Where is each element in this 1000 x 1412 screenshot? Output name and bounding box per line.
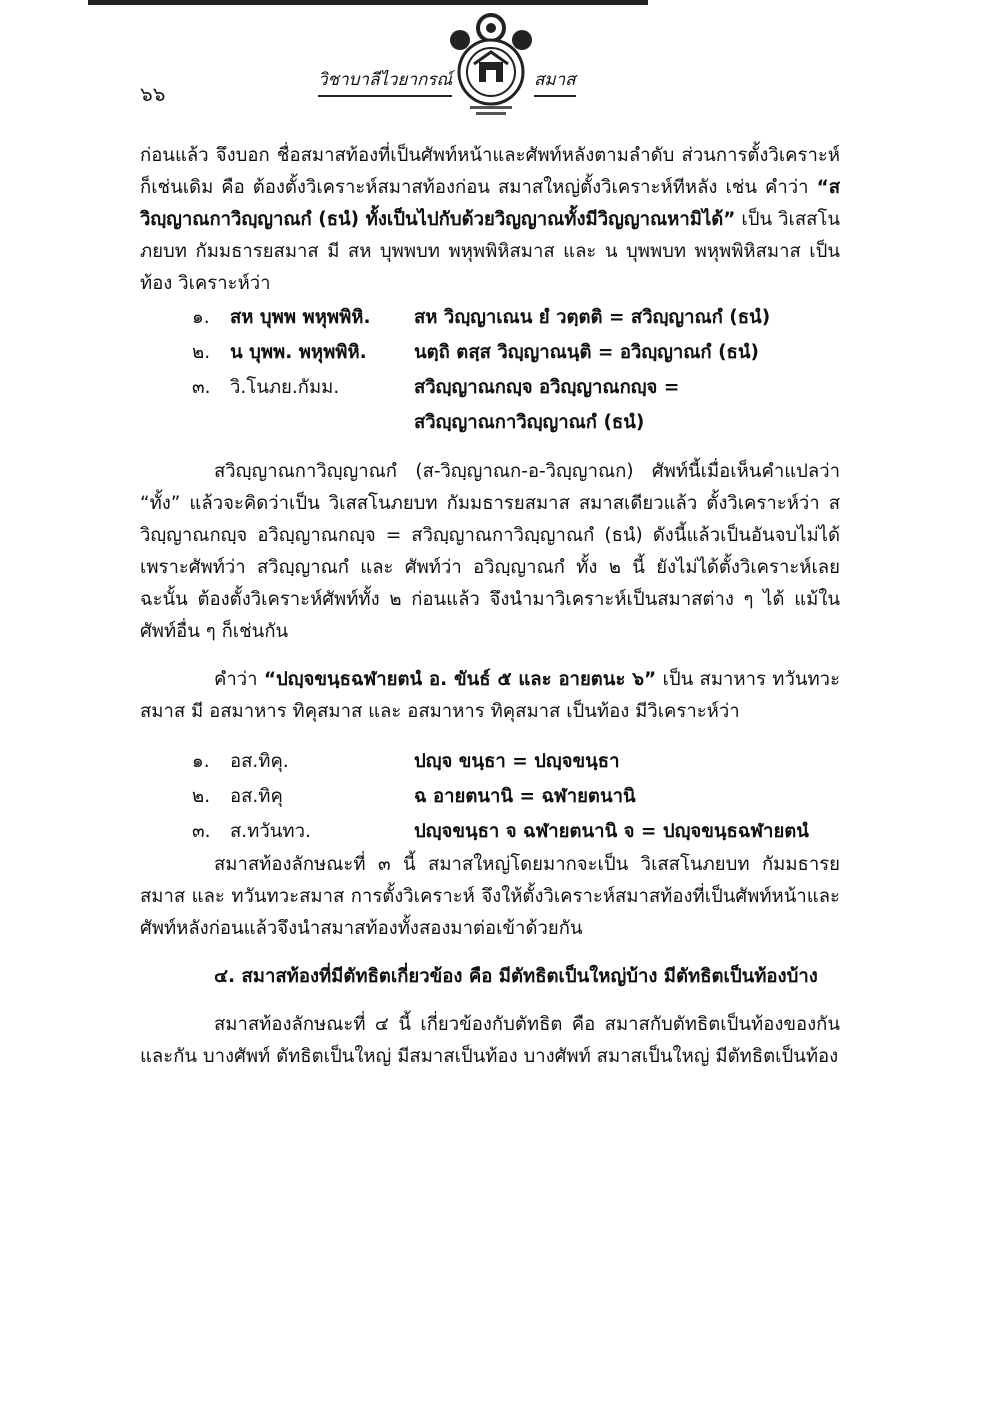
paragraph-4: สมาสท้องลักษณะที่ ๓ นี้ สมาสใหญ่โดยมากจะเป็น วิเสสโนภยบท กัมมธารยสมาส และ ทวันทวะสมาส การตั้งวิเคราะห์ จึงให้ตั้งวิเคราะห์สมาสท้องที่เป็นศัพท์หน้าและศัพท์หลังก่อนแล้วจึงนำสมาสท้องทั้งสองมาต่อเข้าด้วยกัน [140,854,840,939]
analysis-number: ๑. [192,307,210,328]
analysis-number: ๑. [192,751,210,772]
analysis-label: วิ.โนภย.กัมม. [230,377,340,398]
running-title: วิชาบาลีไวยากรณ์ [318,66,452,97]
analysis-row [140,814,840,849]
analysis-row [140,370,840,405]
paragraph-1-term: “สวิญฺญาณกาวิญฺญาณกํ (ธนํ) ทั้งเป็นไปกับด้วยวิญญาณทั้งมีวิญญาณหามิได้” [140,177,841,230]
analysis-label: น บุพพ. พหุพพิหิ. [230,342,367,363]
analysis-list-1 [140,300,840,440]
paragraph-3 [140,664,840,728]
analysis-row [140,779,840,814]
analysis-row [140,300,840,335]
analysis-row [140,335,840,370]
analysis-formula: ปญฺจขนฺธา จ ฉฬายตนานิ จ = ปญฺจขนฺธฉฬายตนํ [414,821,809,842]
paragraph-3-term: “ปญฺจขนฺธฉฬายตนํ อ. ขันธ์ ๕ และ อายตนะ ๖” [263,669,657,690]
paragraph-3-lead: คำว่า [214,669,264,690]
analysis-list-2 [140,744,840,849]
analysis-formula: นตฺถิ ตสฺส วิญฺญาณนฺติ = อวิญฺญาณกํ (ธนํ) [414,342,759,363]
paragraph-1-text: ก่อนแล้ว จึงบอก ชื่อสมาสท้องที่เป็นศัพท์หน้าและศัพท์หลังตามลำดับ ส่วนการตั้งวิเคราะห์ก็เช่นเดิม คือ ต้องตั้งวิเคราะห์สมาสท้องก่อน สมาสใหญ่ตั้งวิเคราะห์ทีหลัง เช่น คำว่า [140,145,840,198]
analysis-formula: สวิญฺญาณกญฺจ อวิญฺญาณกญฺจ = [414,377,680,398]
analysis-formula-continuation: สวิญฺญาณกาวิญฺญาณกํ (ธนํ) [414,412,645,433]
running-section: สมาส [534,66,576,97]
page-body [140,140,840,1073]
analysis-label: สห บุพพ พหุพพิหิ. [230,307,371,328]
section-4-heading: ๔. สมาสท้องที่มีตัทธิตเกี่ยวข้อง คือ มีตัทธิตเป็นใหญ่บ้าง มีตัทธิตเป็นท้องบ้าง [214,966,818,987]
analysis-number: ๒. [192,342,211,363]
analysis-formula: ปญฺจ ขนฺธา = ปญฺจขนฺธา [414,751,620,772]
analysis-formula: ฉ อายตนานิ = ฉฬายตนานิ [414,786,636,807]
analysis-number: ๓. [192,377,211,398]
analysis-row [140,744,840,779]
analysis-number: ๒. [192,786,211,807]
paragraph-3-tail: เป็น สมาหาร ทวันทวะสมาส มี อสมาหาร ทิคุสมาส และ อสมาหาร ทิคุสมาส เป็นท้อง มีวิเคราะห์ว่า [140,669,841,722]
analysis-number: ๓. [192,821,211,842]
analysis-label: อส.ทิคุ. [230,751,289,772]
analysis-label: อส.ทิคุ [230,786,283,807]
page-header [0,0,1000,130]
paragraph-1 [140,140,840,300]
analysis-label: ส.ทวันทว. [230,821,311,842]
page-number: ๖๖ [140,82,166,106]
paragraph-5: สมาสท้องลักษณะที่ ๔ นี้ เกี่ยวข้องกับตัทธิต คือ สมาสกับตัทธิตเป็นท้องของกันและกัน บางศัพท์ ตัทธิตเป็นใหญ่ มีสมาสเป็นท้อง บางศัพท์ สมาสเป็นใหญ่ มีตัทธิตเป็นท้อง [140,1014,840,1067]
paragraph-1-tail: เป็น วิเสสโนภยบท กัมมธารยสมาส มี สห บุพพบท พหุพพิหิสมาส และ น บุพพบท พหุพพิหิสมาส เป็นท้อง วิเคราะห์ว่า [140,209,840,294]
paragraph-2: สวิญฺญาณกาวิญฺญาณกํ (ส-วิญฺญาณก-อ-วิญฺญาณก) ศัพท์นี้เมื่อเห็นคำแปลว่า “ทั้ง” แล้วจะคิดว่าเป็น วิเสสโนภยบท กัมมธารยสมาส สมาสเดียวแล้ว ตั้งวิเคราะห์ว่า สวิญฺญาณกญฺจ อวิญฺญาณกญฺจ = สวิญฺญาณกาวิญฺญาณกํ (ธนํ) ดังนี้แล้วเป็นอันจบไม่ได้ เพราะศัพท์ว่า สวิญฺญาณกํ และ ศัพท์ว่า อวิญฺญาณกํ ทั้ง ๒ นี้ ยังไม่ได้ตั้งวิเคราะห์เลย ฉะนั้น ต้องตั้งวิเคราะห์ศัพท์ทั้ง ๒ ก่อนแล้ว จึงนำมาวิเคราะห์เป็นสมาสต่าง ๆ ได้ แม้ในศัพท์อื่น ๆ ก็เช่นกัน [140,461,840,642]
institution-seal-logo [446,12,536,122]
analysis-formula: สห วิญฺญาเณน ยํ วตฺตติ = สวิญฺญาณกํ (ธนํ) [414,307,771,328]
